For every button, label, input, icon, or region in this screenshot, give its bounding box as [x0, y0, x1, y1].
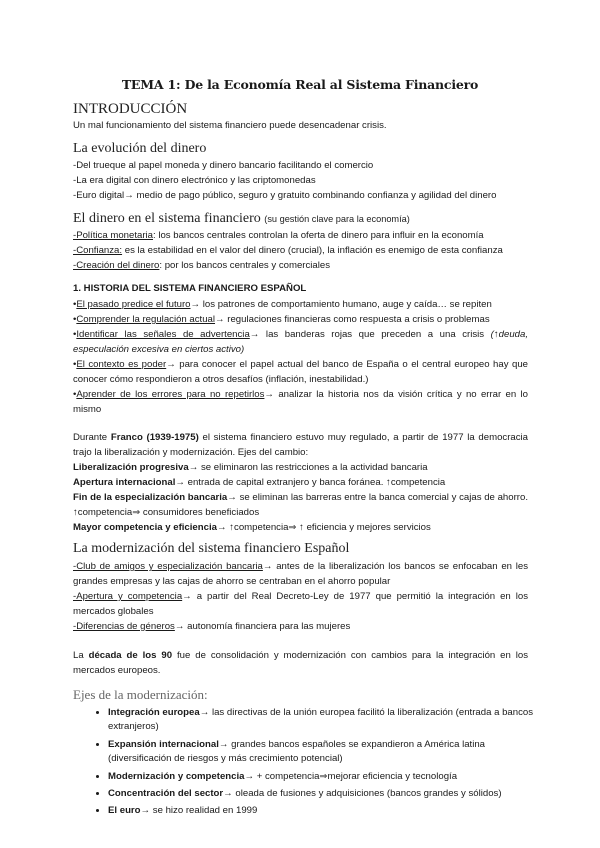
evolucion-item: -Del trueque al papel moneda y dinero bancario facilitando el comercio [73, 160, 374, 171]
historia-item: •Comprender la regulación actual→ regulaciones financieras como respuesta a crisis o problemas [73, 314, 490, 325]
modernizacion-item: -Club de amigos y especialización bancaria→ antes de la liberalización los bancos se enfocaban en les grandes empresas y las cajas de ahorro se centraban en el ahorro popular [73, 561, 528, 587]
ejes-list [88, 706, 548, 822]
intro-heading: INTRODUCCIÓN [73, 101, 188, 117]
historia-item: •Aprender de los errores para no repetirlos→ analizar la historia nos da visión crítica y no errar en lo mismo [73, 389, 528, 415]
evolucion-item: -La era digital con dinero electrónico y las criptomonedas [73, 175, 316, 186]
ejes-list-item: • Expansión internacional→ grandes bancos españoles se expandieron a América latina (diversificación de riesgos y más crecimiento potencial) [108, 738, 548, 767]
dinero-item: -Confianza: es la estabilidad en el valor del dinero (crucial), la inflación es enemigo de esta confianza [73, 245, 503, 256]
dinero-item: -Creación del dinero: por los bancos centrales y comerciales [73, 260, 331, 271]
evolucion-item: -Euro digital→ medio de pago público, seguro y gratuito combinando confianza y agilidad del dinero [73, 190, 497, 201]
modernizacion-item: -Apertura y competencia→ a partir del Real Decreto-Ley de 1977 que permitió la integración en los mercados globales [73, 591, 528, 617]
evolucion-heading: La evolución del dinero [73, 141, 207, 156]
ejes-list-item: • Integración europea→ las directivas de la unión europea facilitó la liberalización (entrada a bancos extranjeros) [108, 706, 548, 735]
dinero-heading-note: (su gestión clave para la economía) [264, 214, 410, 224]
franco-eje: Mayor competencia y eficiencia→ ↑competencia⇒ ↑ eficiencia y mejores servicios [73, 522, 431, 533]
ejes-list-item: • El euro→ se hizo realidad en 1999 [108, 804, 548, 818]
intro-text: Un mal funcionamiento del sistema financiero puede desencadenar crisis. [73, 120, 387, 131]
decada-paragraph: La década de los 90 fue de consolidación y modernización con cambios para la integración en los mercados europeos. [73, 650, 528, 676]
dinero-heading-text: El dinero en el sistema financiero [73, 211, 261, 226]
ejes-list-item: • Modernización y competencia→ + competencia⇒mejorar eficiencia y tecnología [108, 770, 548, 784]
franco-eje: Apertura internacional→ entrada de capital extranjero y banca foránea. ↑competencia [73, 477, 446, 488]
franco-eje: Fin de la especialización bancaria→ se eliminan las barreras entre la banca comercial y cajas de ahorro. ↑competencia⇒ consumidores beneficiados [73, 492, 528, 518]
document-title: TEMA 1: De la Economía Real al Sistema Financiero [121, 77, 479, 92]
ejes-list-item: • Concentración del sector→ oleada de fusiones y adquisiciones (bancos grandes y sólidos) [108, 787, 548, 801]
modernizacion-heading: La modernización del sistema financiero Español [73, 541, 350, 556]
dinero-item: -Política monetaria: los bancos centrales controlan la oferta de dinero para influir en la economía [73, 230, 484, 241]
historia-item: •El pasado predice el futuro→ los patrones de comportamiento humano, auge y caída… se repiten [73, 299, 492, 310]
franco-paragraph: Durante Franco (1939-1975) el sistema financiero estuvo muy regulado, a partir de 1977 la democracia trajo la liberalización y modernización. Ejes del cambio: [73, 432, 529, 458]
franco-eje: Liberalización progresiva→ se eliminaron las restricciones a la actividad bancaria [73, 462, 428, 473]
historia-item: •El contexto es poder→ para conocer el papel actual del banco de España o el central europeo hay que conocer cómo respondieron a otros desafíos (inflación, inestabilidad.) [73, 359, 528, 385]
modernizacion-item: -Diferencias de géneros→ autonomía financiera para las mujeres [73, 621, 351, 632]
historia-item: •Identificar las señales de advertencia→ las banderas rojas que preceden a una crisis (↑deuda, especulación excesiva en ciertos activo) [73, 329, 528, 355]
ejes-heading: Ejes de la modernización: [73, 687, 208, 702]
dinero-heading [73, 211, 410, 227]
historia-heading: 1. HISTORIA DEL SISTEMA FINANCIERO ESPAÑOL [73, 283, 307, 294]
